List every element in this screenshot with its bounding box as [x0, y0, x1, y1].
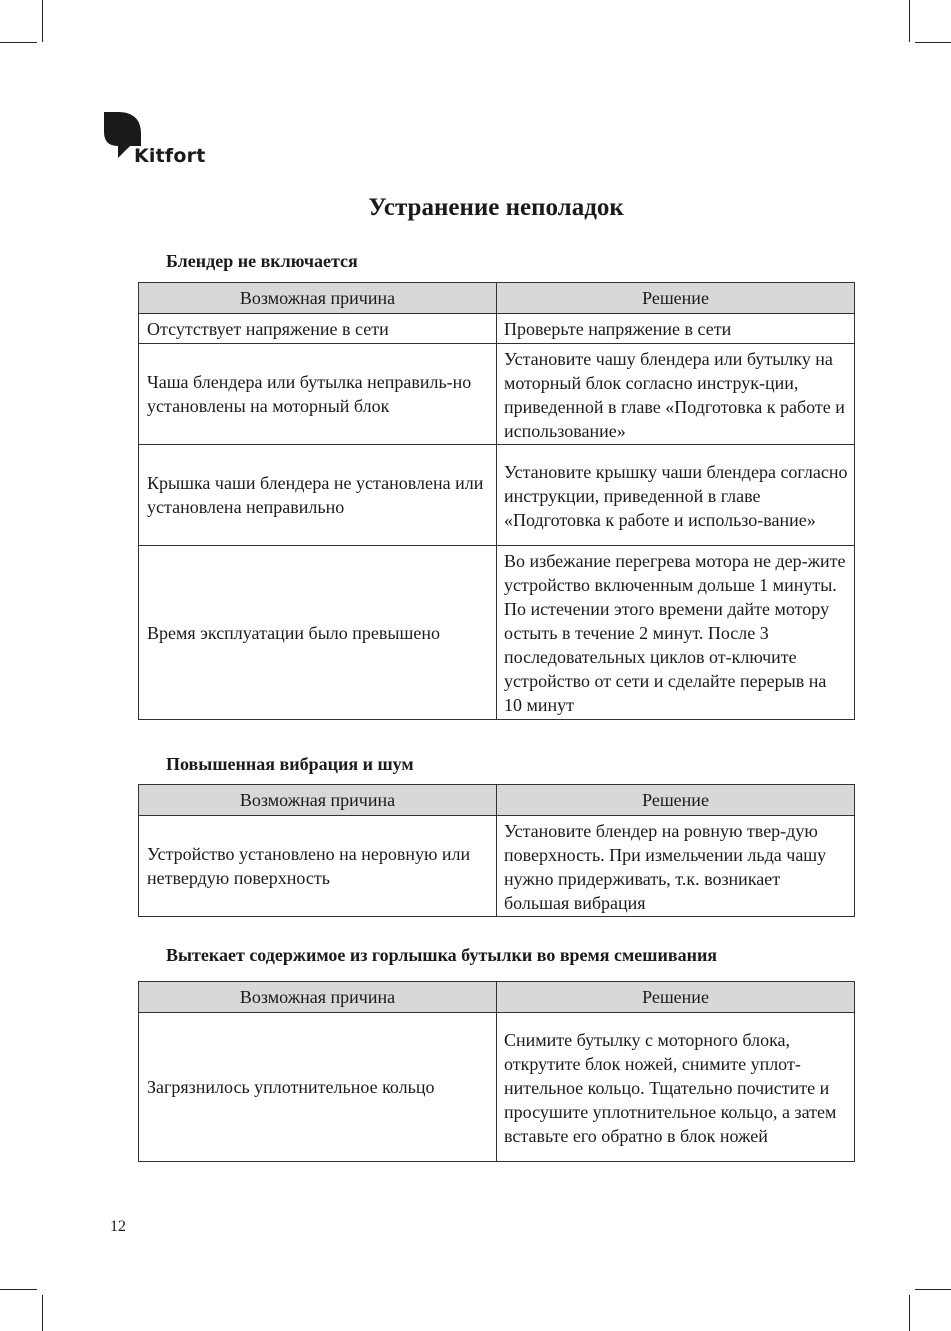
solution-cell: Установите крышку чаши блендера согласно инструкции, приведенной в главе «Подготовка к работе и использо-вание» — [497, 445, 855, 546]
cause-cell: Крышка чаши блендера не установлена или установлена неправильно — [139, 445, 497, 546]
section-title: Вытекает содержимое из горлышка бутылки во время смешивания — [166, 945, 718, 965]
brand-logo — [104, 112, 224, 170]
solution-cell: Снимите бутылку с моторного блока, открутите блок ножей, снимите уплот-нительное кольцо. Тщательно почистите и просушите уплотнительное кольцо, а затем вставьте его обратно в блок ножей — [497, 1013, 855, 1162]
crop-mark — [909, 1295, 910, 1331]
cause-cell: Чаша блендера или бутылка неправиль-но установлены на моторный блок — [139, 344, 497, 445]
table-row — [139, 1013, 855, 1162]
crop-mark — [915, 42, 951, 43]
crop-mark — [42, 1295, 43, 1331]
column-header-solution: Решение — [497, 982, 855, 1013]
crop-mark — [42, 0, 43, 42]
troubleshooting-table — [138, 784, 855, 917]
solution-cell: Во избежание перегрева мотора не дер-жите устройство включенным дольше 1 минуты. По истечении этого времени дайте мотору остыть в течение 2 минут. После 3 последовательных циклов от-ключите устройство от сети и сделайте перерыв на 10 минут — [497, 546, 855, 720]
brand-name: Kitfort — [134, 145, 206, 167]
solution-cell: Установите блендер на ровную твер-дую поверхность. При измельчении льда чашу нужно придерживать, т.к. возникает большая вибрация — [497, 816, 855, 917]
table-row — [139, 445, 855, 546]
table-header-row — [139, 982, 855, 1013]
cause-cell: Отсутствует напряжение в сети — [139, 314, 497, 344]
table-row — [139, 546, 855, 720]
crop-mark — [0, 42, 37, 43]
table-header-row — [139, 283, 855, 314]
table-header-row — [139, 785, 855, 816]
crop-mark — [909, 0, 910, 42]
table-row — [139, 344, 855, 445]
column-header-cause: Возможная причина — [139, 982, 497, 1013]
solution-cell: Установите чашу блендера или бутылку на моторный блок согласно инструк-ции, приведенной в главе «Подготовка к работе и использование» — [497, 344, 855, 445]
section-title: Повышенная вибрация и шум — [166, 754, 414, 774]
section-title: Блендер не включается — [166, 251, 358, 271]
page-number: 12 — [110, 1218, 126, 1235]
column-header-cause: Возможная причина — [139, 785, 497, 816]
crop-mark — [0, 1289, 37, 1290]
solution-cell: Проверьте напряжение в сети — [497, 314, 855, 344]
troubleshooting-table — [138, 981, 855, 1162]
cause-cell: Время эксплуатации было превышено — [139, 546, 497, 720]
cause-cell: Загрязнилось уплотнительное кольцо — [139, 1013, 497, 1162]
column-header-solution: Решение — [497, 785, 855, 816]
table-row — [139, 816, 855, 917]
column-header-solution: Решение — [497, 283, 855, 314]
table-row — [139, 314, 855, 344]
page-title: Устранение неполадок — [368, 194, 624, 221]
column-header-cause: Возможная причина — [139, 283, 497, 314]
crop-mark — [915, 1289, 951, 1290]
cause-cell: Устройство установлено на неровную или нетвердую поверхность — [139, 816, 497, 917]
troubleshooting-table — [138, 282, 855, 720]
